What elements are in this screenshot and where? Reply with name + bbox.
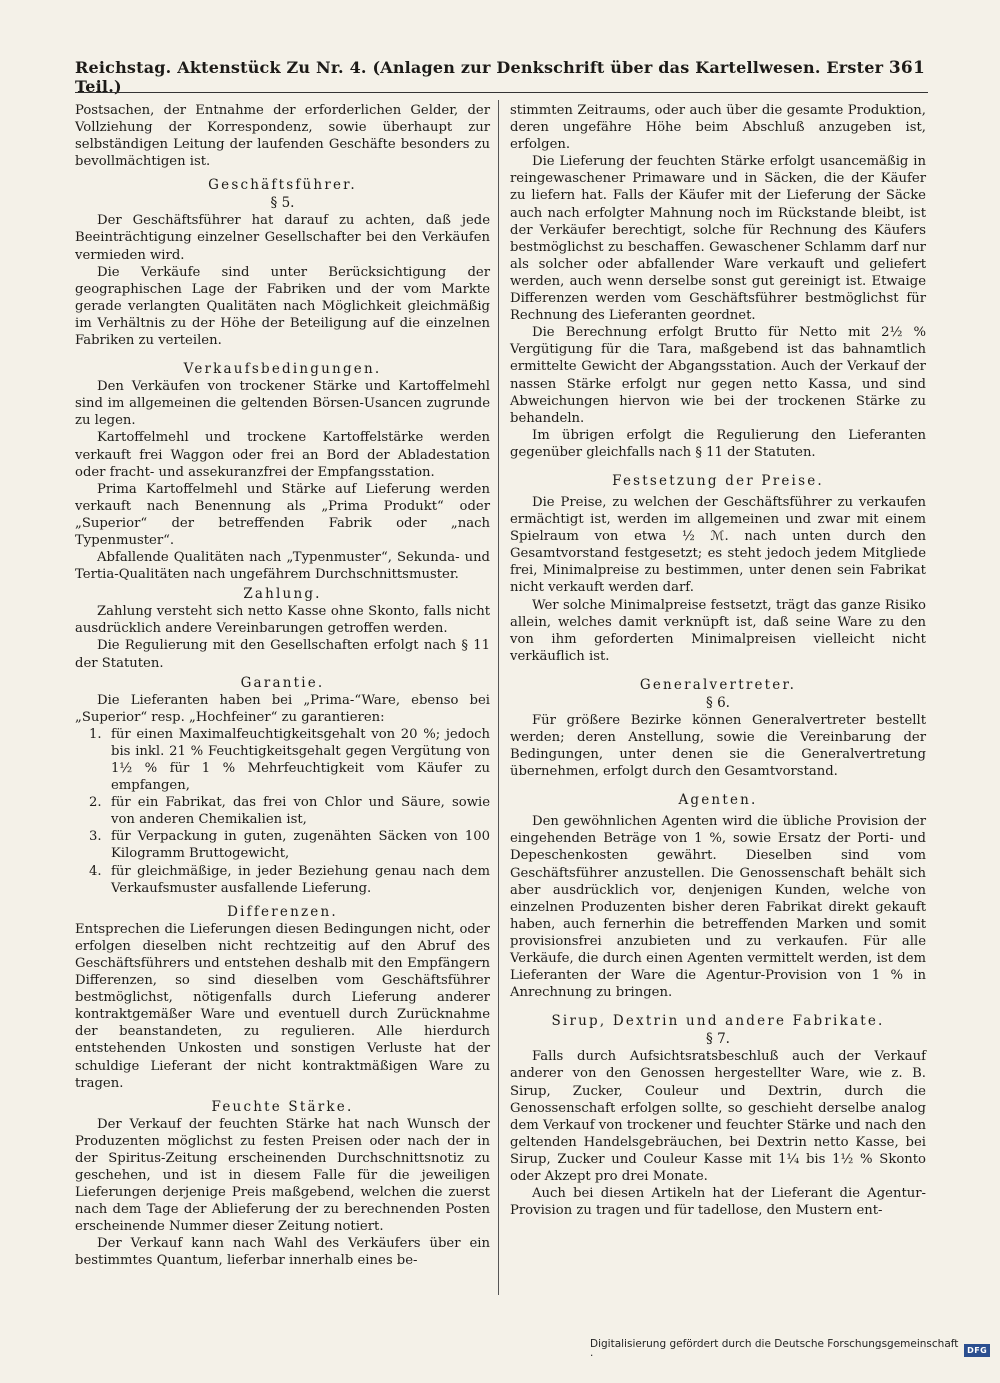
heading-garantie: Garantie.: [240, 674, 325, 691]
paragraph: Die Preise, zu welchen der Geschäftsführer zu verkaufen ermächtigt ist, werden im allgemeinen und zwar mit einem Spielraum von etwa ½ ℳ. nach unten durch den Gesamtvorstand festgesetzt; es steht jedoch jedem Mitgliede frei, Minimalpreise zu bestimmen, unter denen sein Fabrikat nicht verkauft werden darf.: [510, 494, 926, 596]
paragraph: Abfallende Qualitäten nach „Typenmuster“, Sekunda- und Tertia-Qualitäten nach ungefährem Durchschnittsmuster.: [75, 550, 490, 583]
paragraph: Die Lieferanten haben bei „Prima-“Ware, ebenso bei „Superior“ resp. „Hochfeiner“ zu garantieren:: [75, 692, 490, 725]
paragraph: Wer solche Minimalpreise festsetzt, trägt das ganze Risiko allein, welches damit verknüpft ist, daß seine Ware zu den von ihm geforderten Minimalpreisen vielleicht nicht verkäuflich ist.: [510, 597, 926, 664]
paragraph: Entsprechen die Lieferungen diesen Bedingungen nicht, oder erfolgen dieselben nicht rechtzeitig auf den Abruf des Geschäftsführers und entstehen deshalb mit den Empfängern Differenzen, so sind dieselben vom Geschäftsführer bestmöglichst, nötigenfalls durch Lieferung anderer kontraktgemäßer Ware und eventuell durch Zurücknahme der beanstandeten, zu regulieren. Alle hierdurch entstehenden Unkosten und sonstigen Verluste hat der schuldige Lieferant der nicht kontraktmäßigen Ware zu tragen.: [75, 921, 490, 1091]
heading-geschaeftsfuehrer: Geschäftsführer.: [208, 177, 357, 194]
intro-paragraph: Postsachen, der Entnahme der erforderlichen Gelder, der Vollziehung der Korrespondenz, sowie überhaupt zur selbständigen Leitung der laufenden Geschäfte besonders zu bevollmächtigen ist.: [75, 103, 490, 170]
heading-zahlung: Zahlung.: [243, 586, 322, 603]
paragraph: Der Verkauf kann nach Wahl des Verkäufers über ein bestimmtes Quantum, lieferbar innerhalb eines be-: [75, 1236, 490, 1269]
continued-paragraph: stimmten Zeitraums, oder auch über die gesamte Produktion, deren ungefähre Höhe beim Abschluß anzugeben ist, erfolgen.: [510, 103, 926, 153]
paragraph: Prima Kartoffelmehl und Stärke auf Lieferung werden verkauft nach Benennung als „Prima Produkt“ oder „Superior“ der betreffenden Fabrik oder „nach Typenmuster“.: [75, 481, 490, 548]
section-7: § 7.: [706, 1031, 730, 1048]
heading-verkaufsbedingungen: Verkaufsbedingungen.: [183, 361, 382, 378]
heading-sirup-dextrin: Sirup, Dextrin und andere Fabrikate.: [551, 1013, 885, 1030]
credit-text: Digitalisierung gefördert durch die Deutsche Forschungsgemeinschaft ·: [590, 1338, 959, 1362]
list-item: 1. für einen Maximalfeuchtigkeitsgehalt von 20 %; jedoch bis inkl. 21 % Feuchtigkeitsgehalt gegen Vergütung von 1½ % für 1 % Mehrfeuchtigkeit vom Käufer zu empfangen,: [89, 726, 490, 794]
paragraph: Die Verkäufe sind unter Berücksichtigung der geographischen Lage der Fabriken und der vom Markte gerade verlangten Qualitäten nach Möglichkeit gleichmäßig im Verhältnis zu der Höhe der Beteiligung auf die einzelnen Fabriken zu verteilen.: [75, 264, 490, 349]
paragraph: Auch bei diesen Artikeln hat der Lieferant die Agentur-Provision zu tragen und für tadellose, den Mustern ent-: [510, 1186, 926, 1219]
paragraph: Den gewöhnlichen Agenten wird die übliche Provision der eingehenden Beträge von 1 %, sowie Ersatz der Porti- und Depeschenkosten gewährt. Dieselben sind vom Geschäftsführer anzustellen. Die Genossenschaft behält sich aber ausdrücklich vor, denjenigen Kunden, welche von einzelnen Produzenten bisher deren Fabrikat direkt gekauft haben, auch fernerhin die betreffenden Marken und somit provisionsfrei anzubieten und zu verkaufen. Für alle Verkäufe, die durch einen Agenten vermittelt werden, ist dem Lieferanten der Ware die Agentur-Provision von 1 % in Anrechnung zu bringen.: [510, 814, 926, 1001]
list-item: 2. für ein Fabrikat, das frei von Chlor und Säure, sowie von anderen Chemikalien ist,: [89, 795, 490, 828]
section-5: § 5.: [270, 195, 295, 212]
paragraph: Zahlung versteht sich netto Kasse ohne Skonto, falls nicht ausdrücklich andere Vereinbarungen getroffen werden.: [75, 604, 490, 637]
heading-festsetzung-preise: Festsetzung der Preise.: [612, 472, 824, 489]
heading-generalvertreter: Generalvertreter.: [639, 676, 797, 693]
paragraph: Die Lieferung der feuchten Stärke erfolgt usancemäßig in reingewaschener Primaware und in Säcken, die der Käufer zu liefern hat. Falls der Käufer mit der Lieferung der Säcke auch nach erfolgter Mahnung noch im Rückstande bleibt, ist der Verkäufer berechtigt, solche für Rechnung des Käufers bestmöglichst zu beschaffen. Gewaschener Schlamm darf nur als solcher oder abfallender Ware verkauft und geliefert werden, auch wenn derselbe sonst gut gereinigt ist. Etwaige Differenzen werden vom Geschäftsführer bestmöglichst für Rechnung des Lieferanten geordnet.: [510, 154, 926, 324]
list-item: 3. für Verpackung in guten, zugenähten Säcken von 100 Kilogramm Bruttogewicht,: [89, 829, 490, 862]
heading-differenzen: Differenzen.: [227, 903, 338, 920]
paragraph: Die Regulierung mit den Gesellschaften erfolgt nach § 11 der Statuten.: [75, 638, 490, 671]
running-header: [75, 58, 925, 96]
left-column: [75, 102, 490, 1270]
digitization-credit: [590, 1338, 990, 1362]
paragraph: Für größere Bezirke können Generalvertreter bestellt werden; deren Anstellung, sowie die Vereinbarung der Bedingungen, unter denen sie die Generalvertretung übernehmen, erfolgt durch den Gesamtvorstand.: [510, 712, 926, 780]
heading-feuchte-staerke: Feuchte Stärke.: [211, 1098, 354, 1115]
paragraph: Im übrigen erfolgt die Regulierung den Lieferanten gegenüber gleichfalls nach § 11 der Statuten.: [510, 427, 926, 460]
paragraph: Kartoffelmehl und trockene Kartoffelstärke werden verkauft frei Waggon oder frei an Bord der Abladestation oder fracht- und assekuranzfrei der Empfangsstation.: [75, 430, 490, 480]
list-item: 4. für gleichmäßige, in jeder Beziehung genau nach dem Verkaufsmuster ausfallende Lieferung.: [89, 863, 490, 896]
running-title: Reichstag. Aktenstück Zu Nr. 4. (Anlagen zur Denkschrift über das Kartellwesen. Erster Teil.): [75, 58, 884, 96]
paragraph: Den Verkäufen von trockener Stärke und Kartoffelmehl sind im allgemeinen die geltenden Börsen-Usancen zugrunde zu legen.: [75, 379, 490, 429]
guarantee-list: [75, 726, 490, 897]
right-column: [510, 102, 926, 1219]
paragraph: Falls durch Aufsichtsratsbeschluß auch der Verkauf anderer von den Genossen hergestellter Ware, wie z. B. Sirup, Zucker, Couleur und Dextrin, durch die Genossenschaft erfolgen sollte, so geschieht derselbe analog dem Verkauf von trockener und feuchter Stärke und nach den geltenden Handelsgebräuchen, bei Dextrin netto Kasse, bei Sirup, Zucker und Couleur Kasse mit 1¼ bis 1½ % Skonto oder Akzept pro drei Monate.: [510, 1049, 926, 1184]
paragraph: Der Geschäftsführer hat darauf zu achten, daß jede Beeinträchtigung einzelner Gesellschafter bei den Verkäufen vermieden wird.: [75, 213, 490, 263]
section-6: § 6.: [706, 694, 730, 711]
page-number: 361: [888, 58, 925, 78]
column-divider: [498, 100, 499, 1295]
paragraph: Die Berechnung erfolgt Brutto für Netto mit 2½ % Vergütigung für die Tara, maßgebend ist das bahnamtlich ermittelte Gewicht der Abgangsstation. Auch der Verkauf der nassen Stärke erfolgt nur gegen netto Kassa, und sind Abweichungen hiervon wie bei der trockenen Stärke zu behandeln.: [510, 325, 926, 426]
header-rule: [75, 92, 928, 93]
dfg-logo-icon: DFG: [964, 1344, 990, 1357]
paragraph: Der Verkauf der feuchten Stärke hat nach Wunsch der Produzenten möglichst zu festen Preisen oder nach der in der Spiritus-Zeitung erscheinenden Durchschnittsnotiz zu geschehen, und ist in diesem Falle für die jeweiligen Lieferungen derjenige Preis maßgebend, welchen die zuerst nach dem Tage der Ablieferung der zu berechnenden Posten erscheinende Nummer dieser Zeitung notiert.: [75, 1116, 490, 1235]
heading-agenten: Agenten.: [678, 792, 758, 809]
